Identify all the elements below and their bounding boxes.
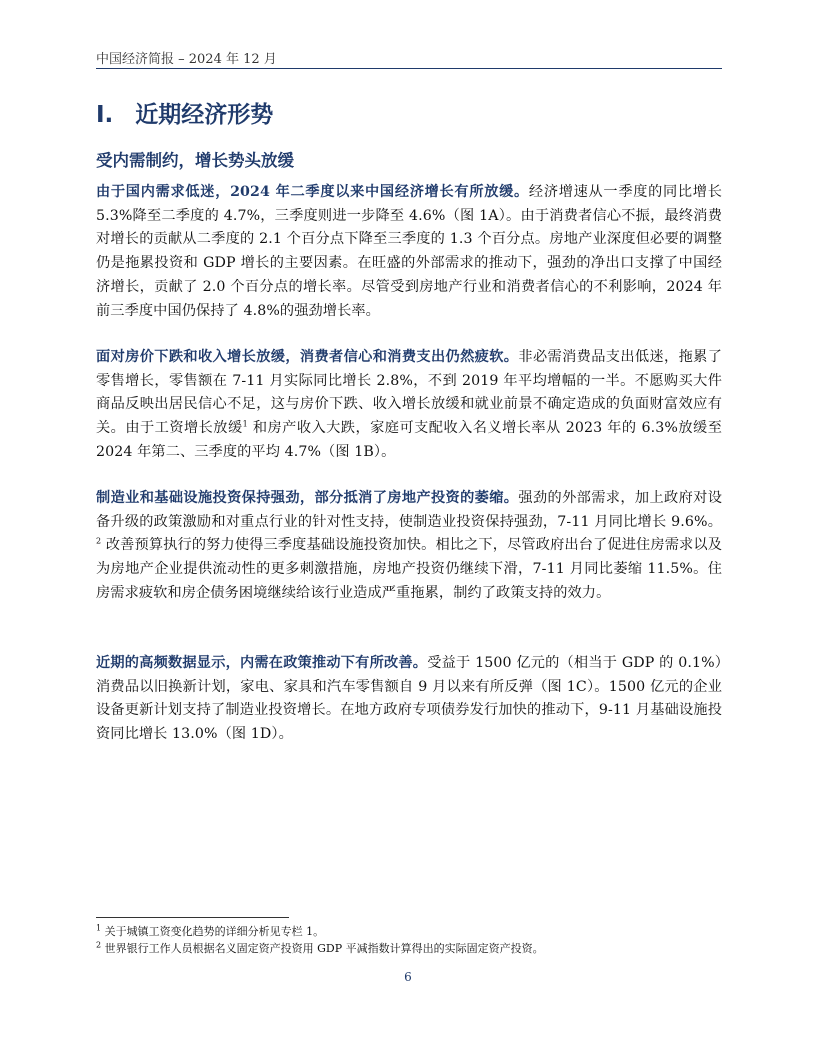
paragraph-consumption xyxy=(96,346,722,465)
paragraph-body: 非必需消费品支出低迷，拖累了零售增长，零售额在 7-11 月实际同比增长 2.8%，不到 2019 年平均增幅的一半。不愿购买大件商品反映出居民信心不足，这与房价下跌、收入增长放缓和就业前景不确定造成的负面财富效应有关。由于工资增长放缓 xyxy=(96,349,722,437)
section-title xyxy=(96,96,273,129)
footnote-mark: 1 xyxy=(96,923,102,933)
footnote-mark: 2 xyxy=(96,940,102,950)
header-rule xyxy=(96,68,722,69)
footnote-text: 关于城镇工资变化趋势的详细分析见专栏 1。 xyxy=(101,925,325,938)
paragraph-body: 强劲的外部需求，加上政府对设备升级的政策激励和对重点行业的针对性支持，使制造业投资保持强劲，7-11 月同比增长 9.6%。 xyxy=(96,490,722,530)
paragraph-high-frequency-data xyxy=(96,652,722,747)
section-subtitle: 受内需制约，增长势头放缓 xyxy=(96,151,294,170)
footnote-1 xyxy=(96,924,722,939)
section-title-text: 近期经济形势 xyxy=(135,102,274,128)
paragraph-investment xyxy=(96,487,722,606)
paragraph-lead: 制造业和基础设施投资保持强劲，部分抵消了房地产投资的萎缩。 xyxy=(96,490,519,506)
paragraph-growth xyxy=(96,181,722,323)
paragraph-lead: 面对房价下跌和收入增长放缓，消费者信心和消费支出仍然疲软。 xyxy=(96,349,519,365)
paragraph-body: 改善预算执行的努力使得三季度基础设施投资加快。相比之下，尽管政府出台了促进住房需求以及为房地产企业提供流动性的更多刺激措施，房地产投资仍继续下滑，7-11 月同比萎缩 11.5%。住房需求疲软和房企债务困境继续给该行业造成严重拖累，制约了政策支持的效力。 xyxy=(96,537,722,601)
footnote-text: 世界银行工作人员根据名义固定资产投资用 GDP 平减指数计算得出的实际固定资产投资。 xyxy=(101,942,544,955)
page-number: 6 xyxy=(404,970,412,984)
paragraph-body: 受益于 1500 亿元的（相当于 GDP 的 0.1%）消费品以旧换新计划，家电、家具和汽车零售额自 9 月以来有所反弹（图 1C）。1500 亿元的企业设备更新计划支持了制造业投资增长。在地方政府专项债券发行加快的推动下，9-11 月基础设施投资同比增长 13.0%（图 1D）。 xyxy=(96,655,722,743)
paragraph-body: 和房产收入大跌，家庭可支配收入名义增长率从 2023 年的 6.3%放缓至 2024 年第二、三季度的平均 4.7%（图 1B）。 xyxy=(96,420,722,460)
footnote-2 xyxy=(96,941,722,956)
paragraph-body: 经济增速从一季度的同比增长 5.3%降至二季度的 4.7%，三季度则进一步降至 4.6%（图 1A）。由于消费者信心不振，最终消费对增长的贡献从二季度的 2.1 个百分点下降至三季度的 1.3 个百分点。房地产业深度但必要的调整仍是拖累投资和 GDP 增长的主要因素。在旺盛的外部需求的推动下，强劲的净出口支撑了中国经济增长，贡献了 2.0 个百分点的增长率。尽管受到房地产行业和消费者信心的不利影响，2024 年前三季度中国仍保持了 4.8%的强劲增长率。 xyxy=(96,184,722,319)
running-header: 中国经济简报 – 2024 年 12 月 xyxy=(96,52,277,67)
paragraph-lead: 由于国内需求低迷，2024 年二季度以来中国经济增长有所放缓。 xyxy=(96,184,529,200)
footnote-ref-1[interactable]: 1 xyxy=(242,419,248,429)
footnote-ref-2[interactable]: 2 xyxy=(96,536,102,546)
footnote-rule xyxy=(96,917,289,918)
section-number: I. xyxy=(96,102,114,128)
paragraph-lead: 近期的高频数据显示，内需在政策推动下有所改善。 xyxy=(96,655,428,671)
